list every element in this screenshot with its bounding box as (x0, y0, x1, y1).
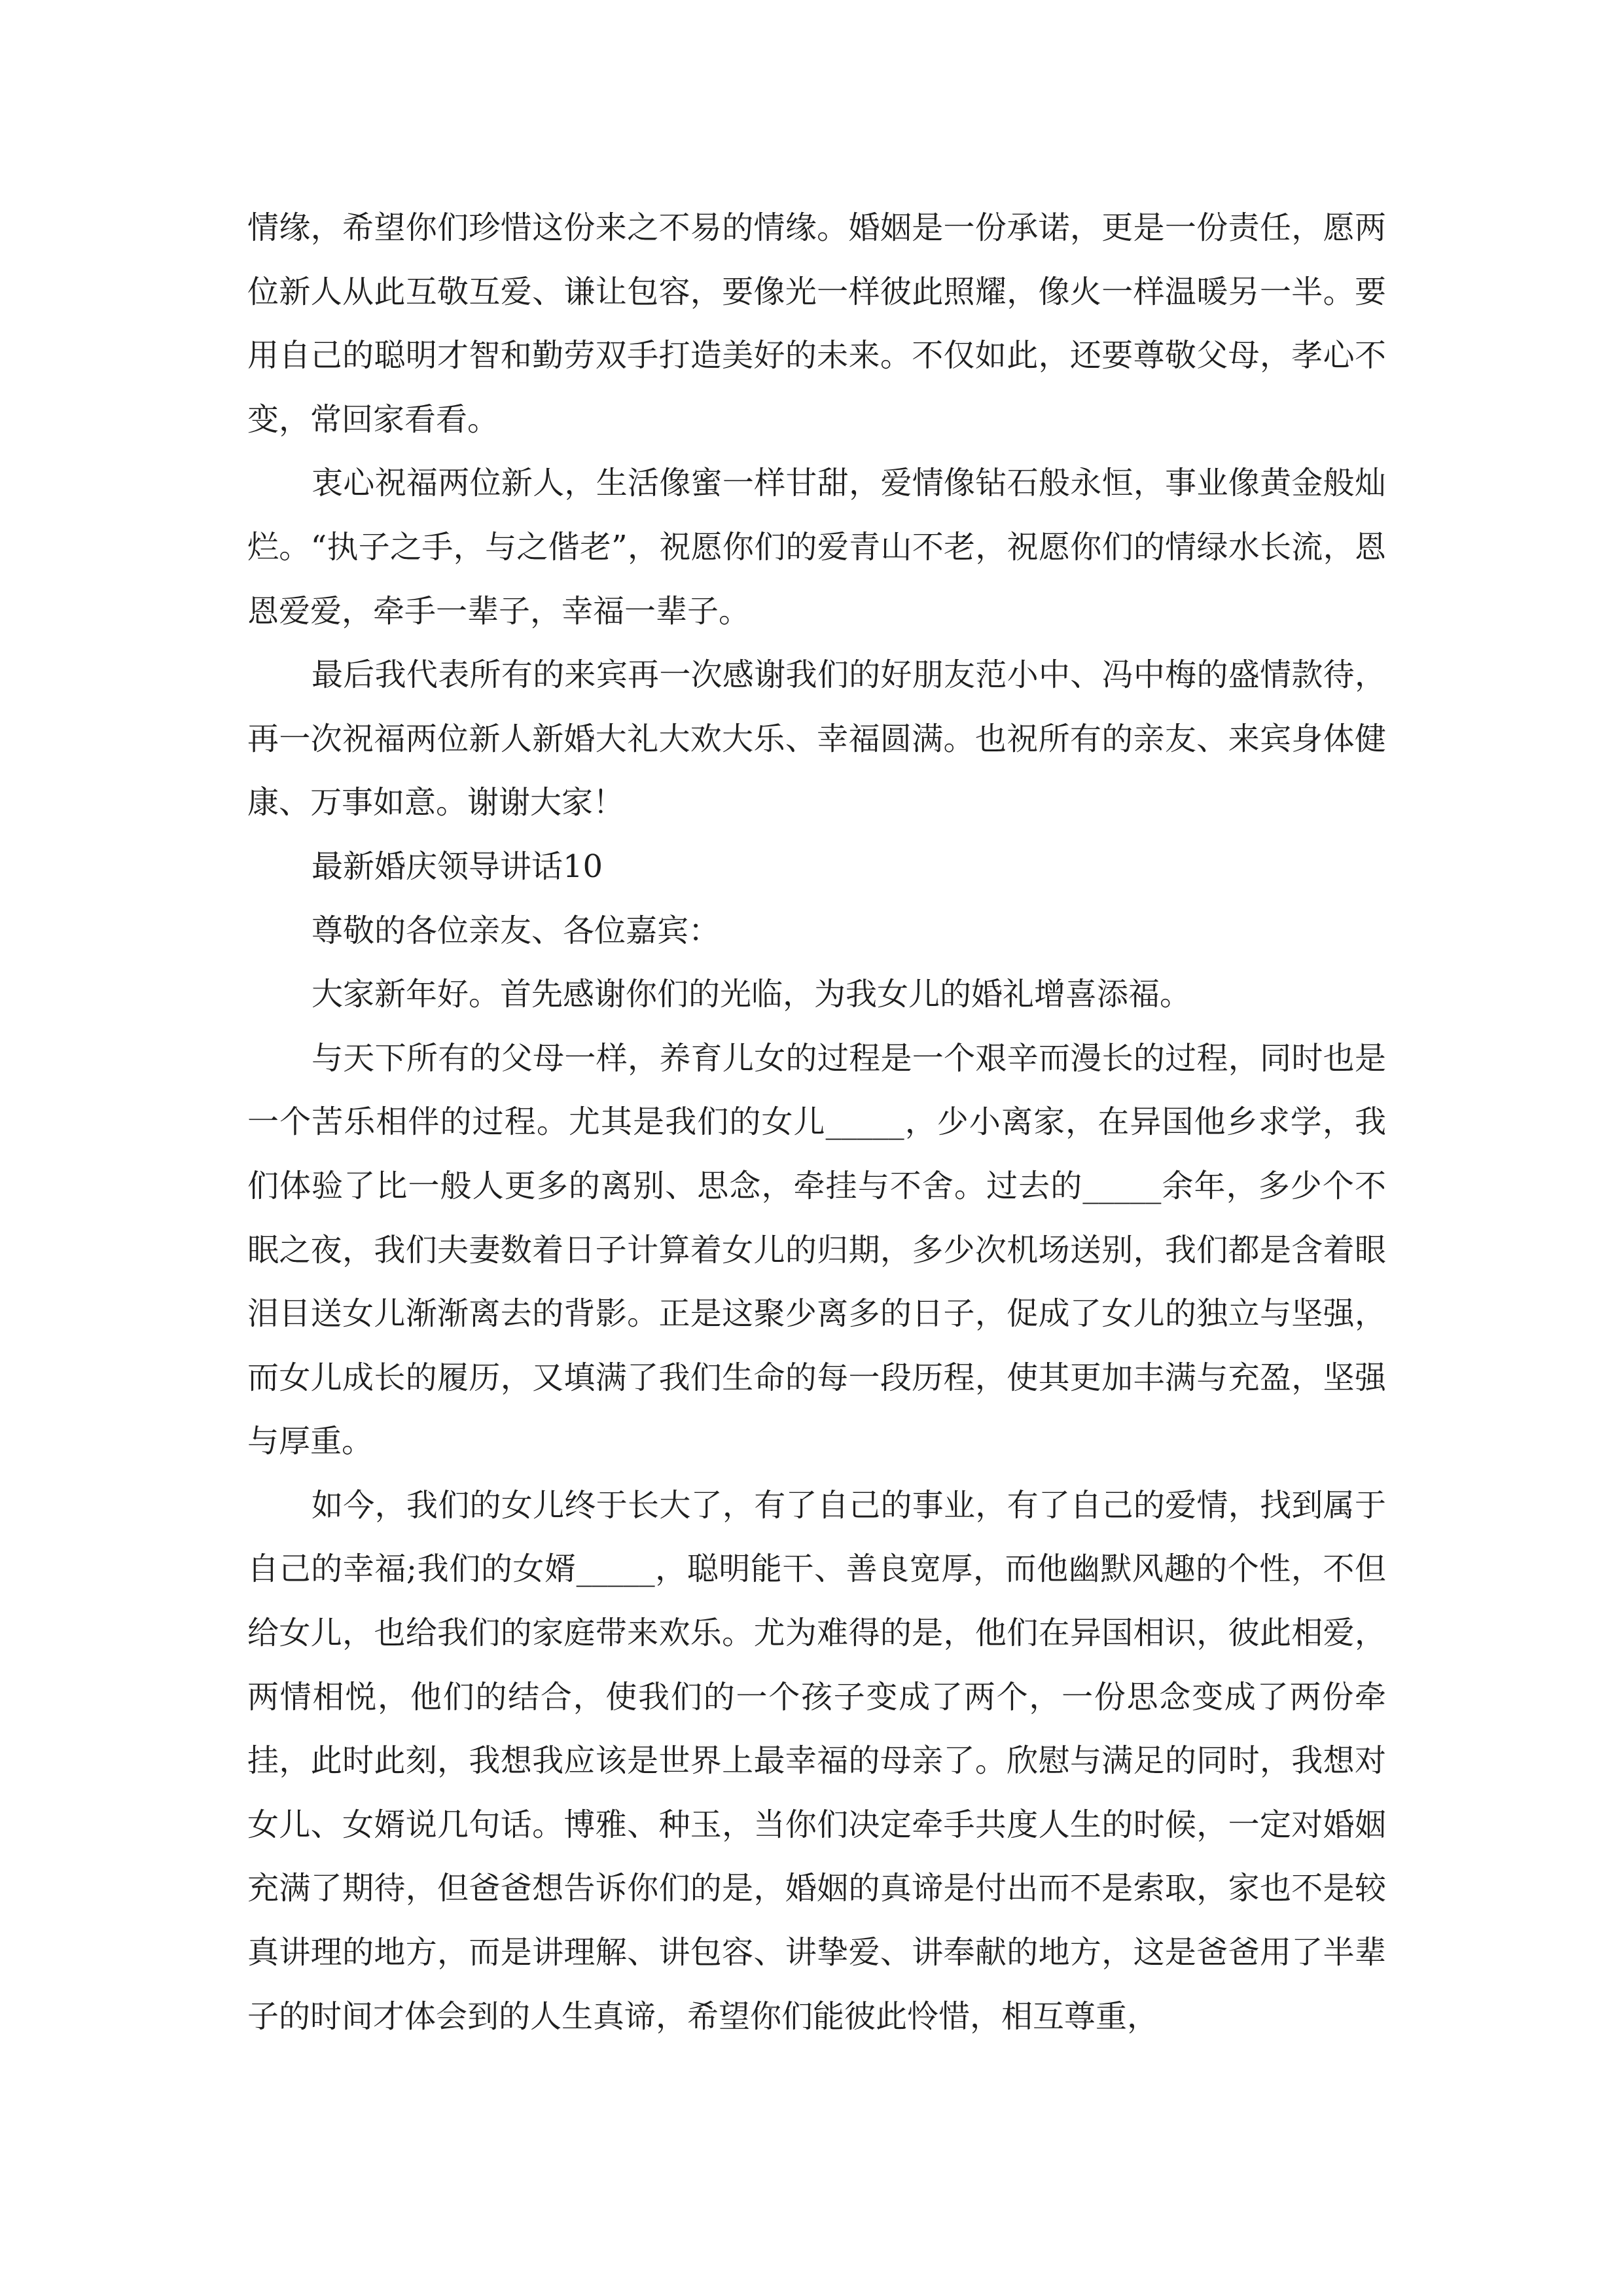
paragraph-parents: 与天下所有的父母一样，养育儿女的过程是一个艰辛而漫长的过程，同时也是一个苦乐相伴的过程。尤其是我们的女儿_____，少小离家，在异国他乡求学，我们体验了比一般人更多的离别、思念，牵挂与不舍。过去的_____余年，多少个不眠之夜，我们夫妻数着日子计算着女儿的归期，多少次机场送别，我们都是含着眼泪目送女儿渐渐离去的背影。正是这聚少离多的日子，促成了女儿的独立与坚强，而女儿成长的履历，又填满了我们生命的每一段历程，使其更加丰满与充盈，坚强与厚重。 (247, 1039, 1386, 1460)
paragraph-greeting: 大家新年好。首先感谢你们的光临，为我女儿的婚礼增喜添福。 (312, 976, 1192, 1013)
paragraph-daughter: 如今，我们的女儿终于长大了，有了自己的事业，有了自己的爱情，找到属于自己的幸福;我们的女婿_____，聪明能干、善良宽厚，而他幽默风趣的个性，不但给女儿，也给我们的家庭带来欢乐。尤为难得的是，他们在异国相识，彼此相爱，两情相悦，他们的结合，使我们的一个孩子变成了两个，一份思念变成了两份牵挂，此时此刻，我想我应该是世界上最幸福的母亲了。欣慰与满足的同时，我想对女儿、女婿说几句话。博雅、种玉，当你们决定牵手共度人生的时候，一定对婚姻充满了期待，但爸爸想告诉你们的是，婚姻的真谛是付出而不是索取，家也不是较真讲理的地方，而是讲理解、讲包容、讲挚爱、讲奉献的地方，这是爸爸用了半辈子的时间才体会到的人生真谛，希望你们能彼此怜惜，相互尊重， (247, 1486, 1386, 2035)
paragraph-3: 最后我代表所有的来宾再一次感谢我们的好朋友范小中、冯中梅的盛情款待，再一次祝福两位新人新婚大礼大欢大乐、幸福圆满。也祝所有的亲友、来宾身体健康、万事如意。谢谢大家！ (247, 656, 1386, 821)
section-heading: 最新婚庆领导讲话10 (312, 848, 603, 885)
paragraph-2: 衷心祝福两位新人，生活像蜜一样甘甜，爱情像钻石般永恒，事业像黄金般灿烂。“执子之手，与之偕老”，祝愿你们的爱青山不老，祝愿你们的情绿水长流，恩恩爱爱，牵手一辈子，幸福一辈子。 (247, 465, 1386, 630)
salutation: 尊敬的各位亲友、各位嘉宾： (312, 912, 721, 949)
document-page (247, 196, 1386, 2049)
paragraph-1: 情缘，希望你们珍惜这份来之不易的情缘。婚姻是一份承诺，更是一份责任，愿两位新人从此互敬互爱、谦让包容，要像光一样彼此照耀，像火一样温暖另一半。要用自己的聪明才智和勤劳双手打造美好的未来。不仅如此，还要尊敬父母，孝心不变，常回家看看。 (247, 209, 1386, 438)
